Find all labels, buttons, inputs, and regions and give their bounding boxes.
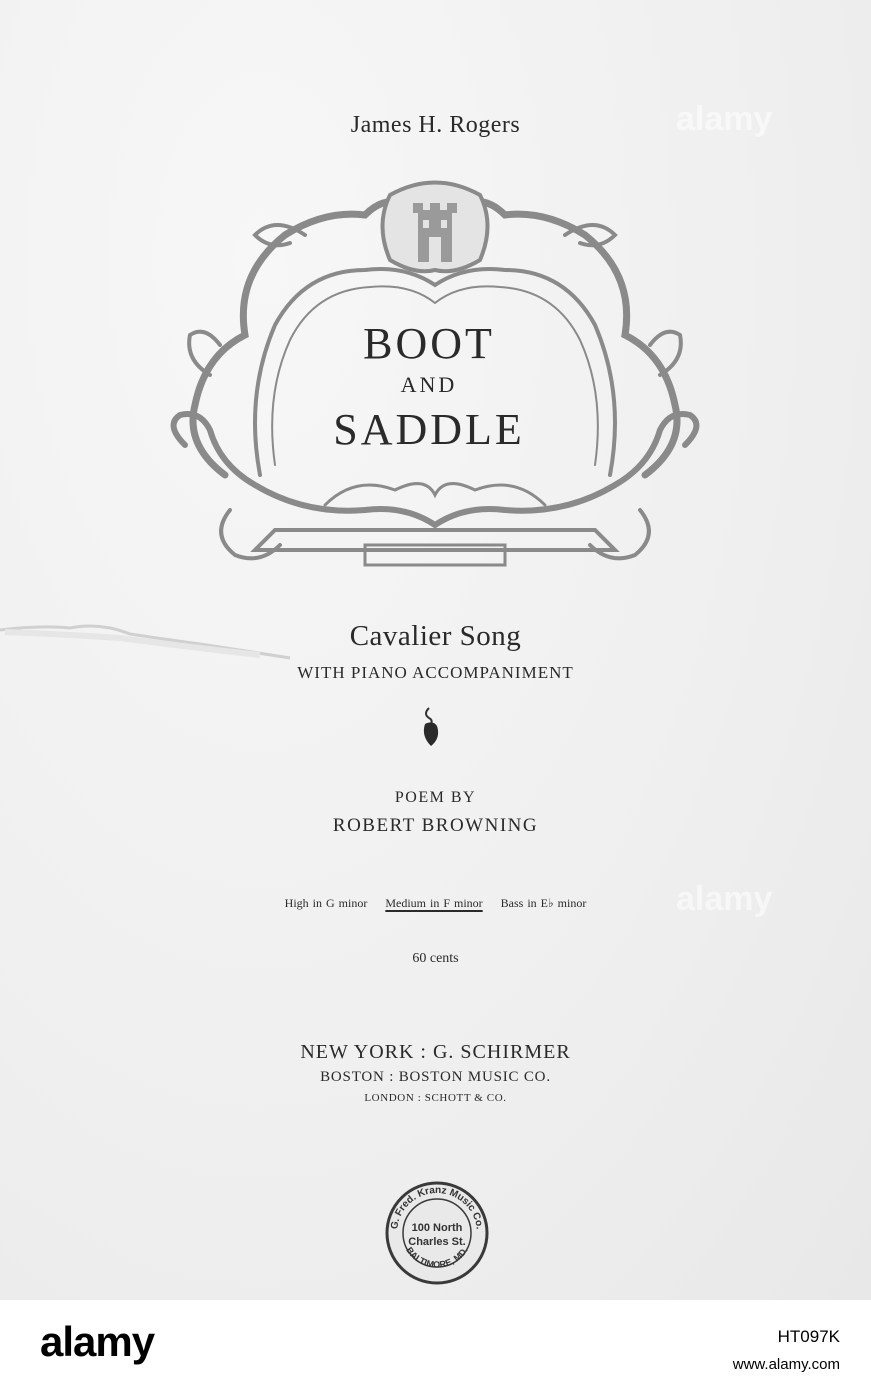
watermark: alamy — [676, 880, 773, 918]
poem-by-label: POEM BY — [394, 789, 477, 806]
publisher-line-1: NEW YORK : G. SCHIRMER — [300, 1041, 571, 1063]
composer-name: James H. Rogers — [350, 112, 521, 138]
key-high: High in G minor — [284, 896, 368, 910]
price: 60 cents — [412, 951, 459, 966]
key-bass: Bass in E♭ minor — [500, 896, 587, 910]
subtitle: Cavalier Song — [349, 620, 522, 652]
key-medium: Medium in F minor — [385, 896, 483, 910]
publisher-line-3: LONDON : SCHOTT & CO. — [364, 1092, 507, 1104]
stamp-arc-top: G. Fred. Kranz Music Co. — [389, 1184, 485, 1231]
stamp-arc-bottom: BALTIMORE, MD. — [404, 1245, 470, 1270]
title-line-2: AND — [400, 372, 458, 397]
stock-logo: alamy — [40, 1318, 155, 1365]
flourish-icon — [419, 706, 443, 748]
stamp-line-1: 100 North — [411, 1222, 463, 1234]
title-line-3: SADDLE — [333, 405, 525, 454]
store-stamp-icon — [382, 1178, 492, 1288]
castle-crest-icon — [383, 183, 488, 272]
stamp-line-2: Charles St. — [408, 1236, 466, 1248]
stock-url: www.alamy.com — [732, 1356, 840, 1373]
poet-name: ROBERT BROWNING — [332, 815, 539, 836]
watermark: alamy — [676, 100, 773, 138]
image-reference-id: HT097K — [777, 1327, 840, 1346]
title-line-1: BOOT — [363, 319, 495, 368]
publisher-line-2: BOSTON : BOSTON MUSIC CO. — [320, 1069, 551, 1085]
subtitle-accompaniment: WITH PIANO ACCOMPANIMENT — [297, 663, 574, 682]
